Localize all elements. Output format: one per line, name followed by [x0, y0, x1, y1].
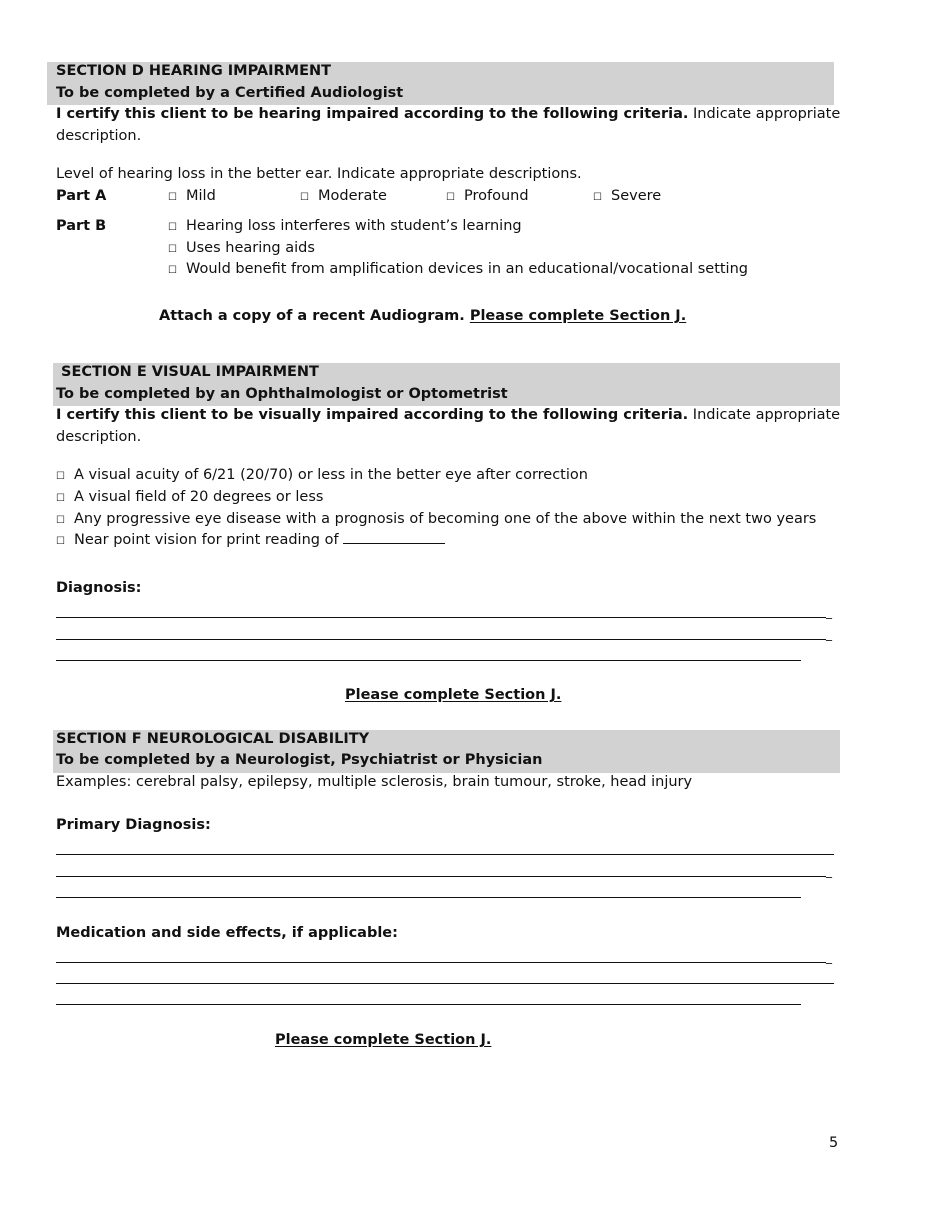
checkbox-hearing-aids[interactable]: ☐	[168, 244, 177, 255]
attach-text: Attach a copy of a recent Audiogram.	[159, 308, 470, 324]
diagnosis-line-2-end: _	[826, 627, 832, 641]
option-hearing-aids: Uses hearing aids	[186, 240, 315, 256]
medication-line-1-end: _	[826, 950, 832, 964]
section-e-complete-j: Please complete Section J.	[345, 687, 562, 703]
medication-line-1[interactable]	[56, 962, 826, 963]
primary-diagnosis-line-2-end: _	[826, 864, 832, 878]
part-a-label: Part A	[56, 188, 107, 204]
diagnosis-line-2[interactable]	[56, 639, 826, 640]
checkbox-severe[interactable]: ☐	[593, 192, 602, 203]
primary-diagnosis-line-1[interactable]	[56, 854, 834, 855]
checkbox-visual-field[interactable]: ☐	[56, 493, 65, 504]
near-point-label: Near point vision for print reading of	[74, 532, 339, 548]
option-amplification: Would benefit from amplification devices in an educational/vocational setting	[186, 261, 748, 277]
option-visual-acuity: A visual acuity of 6/21 (20/70) or less in the better eye after correction	[74, 467, 588, 483]
section-f-title: SECTION F NEUROLOGICAL DISABILITY	[56, 731, 370, 747]
section-f-examples: Examples: cerebral palsy, epilepsy, multiple sclerosis, brain tumour, stroke, head injury	[56, 774, 693, 790]
medication-line-2[interactable]	[56, 983, 834, 984]
part-b-label: Part B	[56, 218, 107, 234]
checkbox-profound[interactable]: ☐	[446, 192, 455, 203]
section-f-subtitle: To be completed by a Neurologist, Psychiatrist or Physician	[56, 752, 543, 768]
medication-label: Medication and side effects, if applicable:	[56, 925, 398, 941]
checkbox-amplification[interactable]: ☐	[168, 265, 177, 276]
section-d-certify	[56, 104, 846, 126]
medication-line-3[interactable]	[56, 1004, 801, 1005]
checkbox-moderate[interactable]: ☐	[300, 192, 309, 203]
primary-diagnosis-line-2[interactable]	[56, 876, 826, 877]
diagnosis-line-3[interactable]	[56, 660, 801, 661]
option-mild: Mild	[186, 188, 216, 204]
section-d-subtitle: To be completed by a Certified Audiologist	[56, 85, 404, 101]
certify-bold: I certify this client to be visually impaired according to the following criteria.	[56, 407, 689, 423]
certify-bold: I certify this client to be hearing impaired according to the following criteria.	[56, 106, 689, 122]
option-profound: Profound	[464, 188, 529, 204]
section-e-subtitle: To be completed by an Ophthalmologist or Optometrist	[56, 386, 508, 402]
checkbox-progressive-disease[interactable]: ☐	[56, 515, 65, 526]
primary-diagnosis-label: Primary Diagnosis:	[56, 817, 211, 833]
diagnosis-label: Diagnosis:	[56, 580, 142, 596]
option-progressive-disease: Any progressive eye disease with a prognosis of becoming one of the above within the next two years	[74, 511, 817, 527]
checkbox-hearing-interferes[interactable]: ☐	[168, 222, 177, 233]
option-severe: Severe	[611, 188, 662, 204]
section-f-complete-j: Please complete Section J.	[275, 1032, 492, 1048]
hearing-level-text: Level of hearing loss in the better ear. Indicate appropriate descriptions.	[56, 166, 582, 182]
checkbox-mild[interactable]: ☐	[168, 192, 177, 203]
option-visual-field: A visual field of 20 degrees or less	[74, 489, 324, 505]
option-near-point	[74, 530, 445, 552]
near-point-field[interactable]	[343, 531, 445, 544]
section-e-title: SECTION E VISUAL IMPAIRMENT	[56, 364, 319, 380]
checkbox-visual-acuity[interactable]: ☐	[56, 471, 65, 482]
complete-section-j-link: Please complete Section J.	[469, 308, 687, 324]
option-hearing-interferes: Hearing loss interferes with student’s learning	[186, 218, 522, 234]
certify-rest: Indicate appropriate	[688, 106, 841, 122]
attach-audiogram-note	[159, 306, 686, 328]
primary-diagnosis-line-3[interactable]	[56, 897, 801, 898]
checkbox-near-point[interactable]: ☐	[56, 536, 65, 547]
option-moderate: Moderate	[318, 188, 387, 204]
section-d-title: SECTION D HEARING IMPAIRMENT	[56, 63, 332, 79]
certify-rest: Indicate appropriate	[688, 407, 841, 423]
section-e-certify	[56, 405, 846, 427]
diagnosis-line-1[interactable]	[56, 617, 826, 618]
page-number: 5	[829, 1135, 839, 1151]
section-d-certify-line2: description.	[56, 128, 142, 144]
section-e-certify-line2: description.	[56, 429, 142, 445]
diagnosis-line-1-end: _	[826, 605, 832, 619]
